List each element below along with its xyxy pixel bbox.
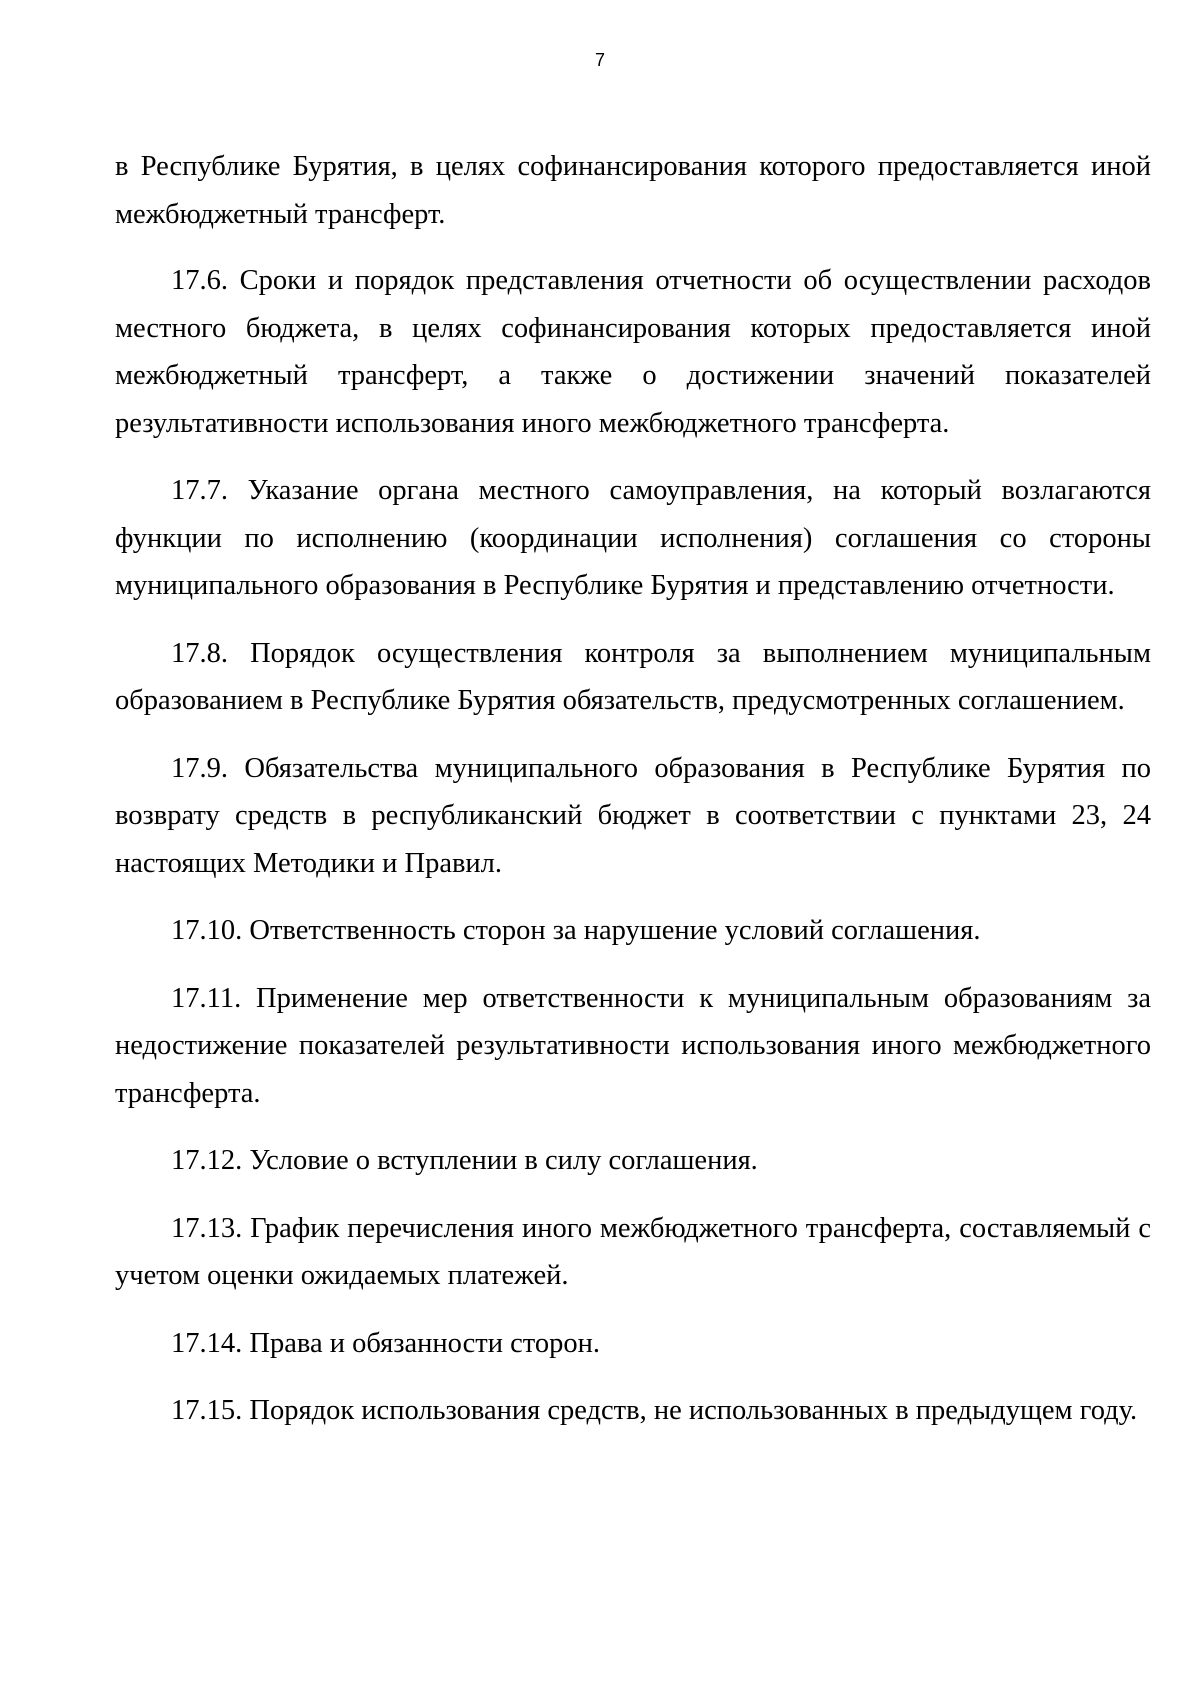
page-number: 7 [594, 50, 605, 70]
paragraph-17-15: 17.15. Порядок использования средств, не использованных в предыдущем году. [171, 1395, 1138, 1426]
paragraph-17-10: 17.10. Ответственность сторон за нарушение условий соглашения. [171, 915, 981, 946]
paragraph-17-9: 17.9. Обязательства муниципального образования в Республике Бурятия по возврату средств в республиканский бюджет в соответствии с пунктами 23, 24 настоящих Методики и Правил. [115, 752, 1151, 879]
paragraph-17-7: 17.7. Указание органа местного самоуправления, на который возлагаются функции по исполнению (координации исполнения) соглашения со стороны муниципального образования в Республике Бурятия и представлению отчетности. [115, 475, 1151, 601]
paragraph-continuation: в Республике Бурятия, в целях софинансирования которого предоставляется иной межбюджетный трансферт. [115, 151, 1151, 230]
paragraph-17-12: 17.12. Условие о вступлении в силу соглашения. [171, 1145, 758, 1176]
paragraph-17-8: 17.8. Порядок осуществления контроля за выполнением муниципальным образованием в Республике Бурятия обязательств, предусмотренных соглашением. [115, 637, 1151, 716]
paragraph-17-11: 17.11. Применение мер ответственности к муниципальным образованиям за недостижение показателей результативности использования иного межбюджетного трансферта. [115, 982, 1151, 1109]
paragraph-17-13: 17.13. График перечисления иного межбюджетного трансферта, составляемый с учетом оценки ожидаемых платежей. [115, 1212, 1151, 1291]
document-body [115, 143, 1151, 1455]
paragraph-17-14: 17.14. Права и обязанности сторон. [171, 1327, 600, 1359]
paragraph-17-6: 17.6. Сроки и порядок представления отчетности об осуществлении расходов местного бюджета, в целях софинансирования которых предоставляется иной межбюджетный трансферт, а также о достижении значений показателей результативности использования иного межбюджетного трансферта. [115, 265, 1151, 439]
